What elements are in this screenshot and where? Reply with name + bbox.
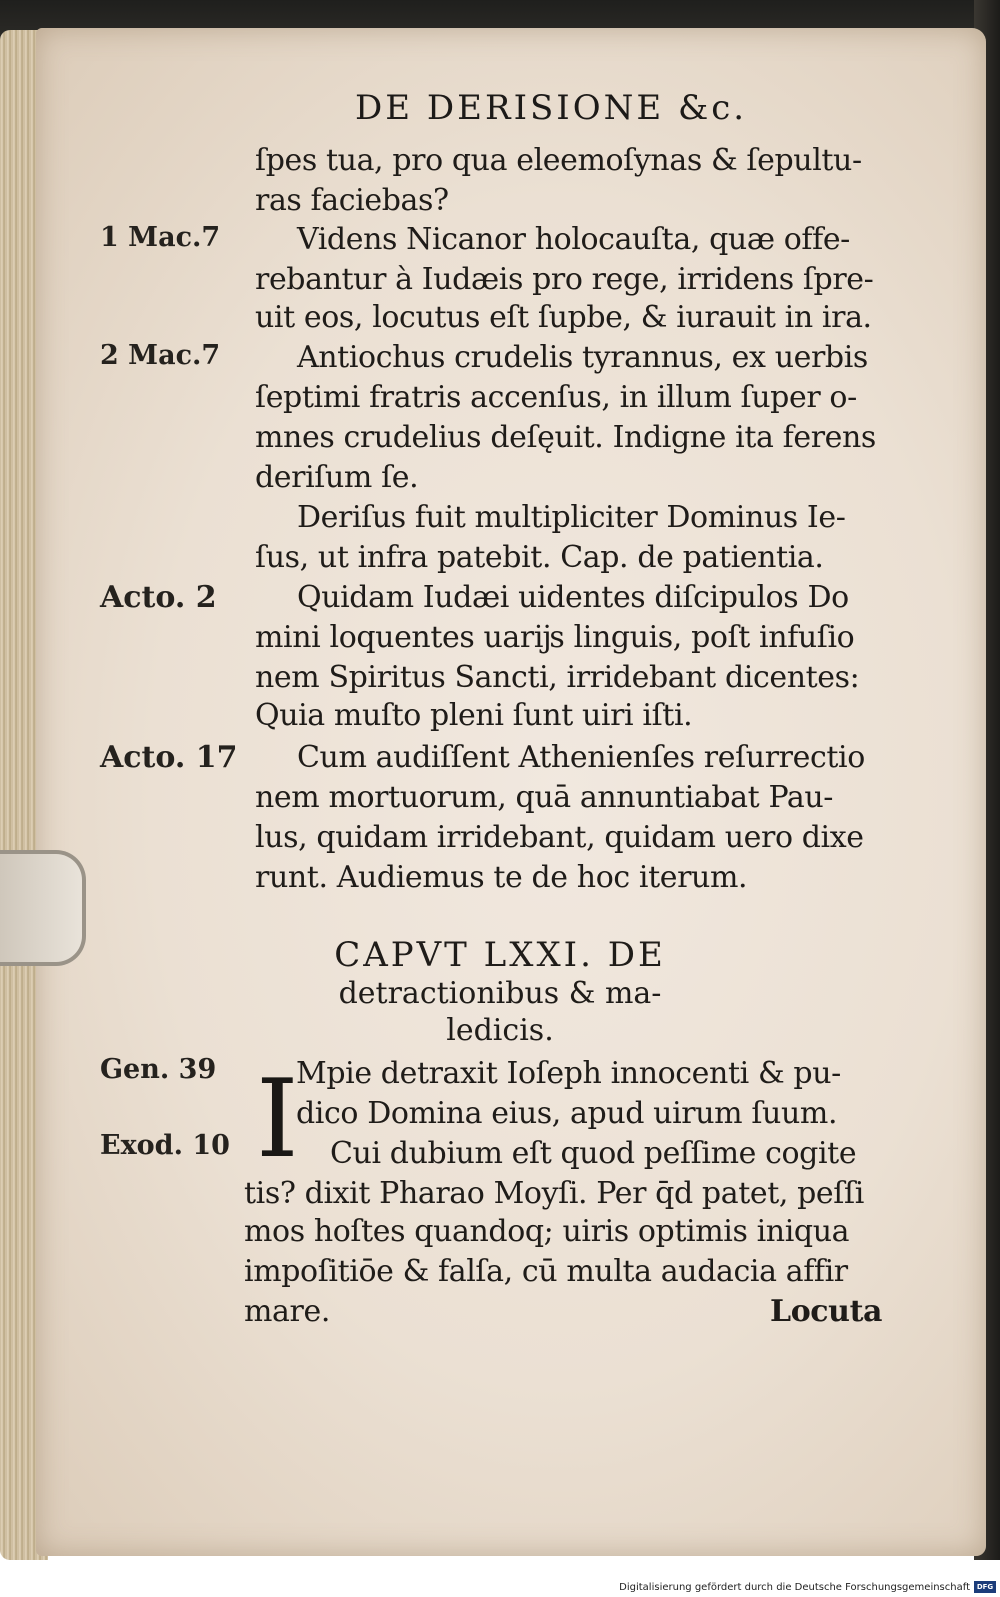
margin-note: Exod. 10 — [100, 1130, 230, 1161]
text-line: ſeptimi fratris accenſus, in illum ſuper o- — [255, 380, 857, 415]
text-line: mnes crudelius deſęuit. Indigne ita ferens — [255, 420, 876, 455]
text-line: runt. Audiemus te de hoc iterum. — [255, 860, 748, 895]
drop-cap: I — [256, 1057, 299, 1182]
digitization-footer — [0, 1577, 1000, 1597]
text-line: tis? dixit Pharao Moyſi. Per q̄d patet, peſſi — [244, 1176, 864, 1211]
text-line: ſpes tua, pro qua eleemoſynas & ſepultu- — [255, 143, 862, 178]
chapter-subheading: ledicis. — [446, 1013, 554, 1048]
text-line: Deriſus fuit multipliciter Dominus Ie- — [297, 500, 846, 535]
text-line: Cum audiſſent Athenienſes reſurrectio — [297, 740, 865, 775]
text-line: Antiochus crudelis tyrannus, ex uerbis — [297, 340, 868, 375]
text-line: mare. — [244, 1294, 330, 1329]
text-line: Cui dubium eſt quod peſſime cogite — [330, 1136, 857, 1171]
text-line: Quia muſto pleni ſunt uiri iſti. — [255, 698, 693, 733]
margin-note: 2 Mac.7 — [100, 340, 221, 371]
text-line: mini loquentes uarĳs linguis, poſt infuſio — [255, 620, 855, 655]
text-line: uit eos, locutus eſt ſupbe, & iurauit in ira. — [255, 300, 872, 335]
running-header: DE DERISIONE &c. — [355, 88, 748, 128]
footer-credit: Digitalisierung gefördert durch die Deutsche Forschungsgemeinschaft — [619, 1582, 970, 1593]
text-line: mos hoſtes quandoq; uiris optimis iniqua — [244, 1214, 850, 1249]
dfg-logo-icon: DFG — [974, 1581, 996, 1593]
text-line: deriſum ſe. — [255, 460, 419, 495]
margin-note: 1 Mac.7 — [100, 222, 221, 253]
text-line: nem Spiritus Sancti, irridebant dicentes: — [255, 660, 860, 695]
text-line: Videns Nicanor holocauſta, quæ offe- — [297, 222, 850, 257]
text-line: ſus, ut infra patebit. Cap. de patientia. — [255, 540, 824, 575]
margin-note: Acto. 2 — [100, 580, 217, 615]
text-line: Mpie detraxit Ioſeph innocenti & pu- — [296, 1056, 841, 1091]
margin-note: Acto. 17 — [100, 740, 238, 775]
margin-note: Gen. 39 — [100, 1054, 217, 1085]
text-line: lus, quidam irridebant, quidam uero dixe — [255, 820, 864, 855]
page-clip — [0, 850, 86, 966]
text-line: impoſitiōe & falſa, cū multa audacia affir — [244, 1254, 848, 1289]
chapter-heading: CAPVT LXXI. DE — [334, 935, 666, 975]
text-line: nem mortuorum, quā annuntiabat Pau- — [255, 780, 834, 815]
catchword: Locuta — [770, 1294, 883, 1329]
text-line: ras faciebas? — [255, 183, 449, 218]
text-line: rebantur à Iudæis pro rege, irridens ſpre- — [255, 262, 874, 297]
text-line: dico Domina eius, apud uirum ſuum. — [296, 1096, 838, 1131]
chapter-subheading: detractionibus & ma- — [338, 976, 662, 1011]
text-line: Quidam Iudæi uidentes diſcipulos Do — [297, 580, 849, 615]
